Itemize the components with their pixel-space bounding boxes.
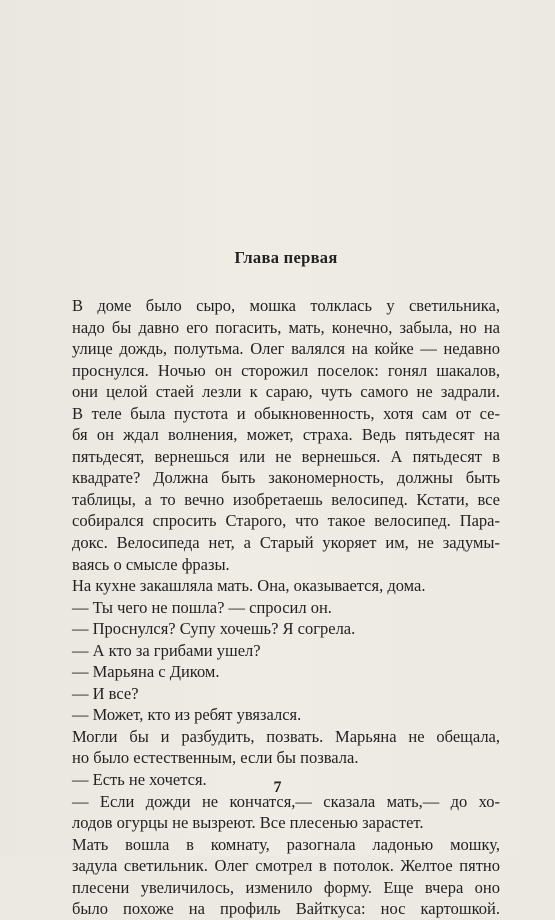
text-line: улице дождь, полутьма. Олег валялся на койке — недавно xyxy=(72,339,500,359)
text-line: было похоже на профиль Вайткуса: нос картошкой. xyxy=(72,899,500,919)
text-line: собирался спросить Старого, что такое велосипед. Пара- xyxy=(72,511,500,531)
text-line: они целой стаей лезли к сараю, чуть самого не задрали. xyxy=(72,382,500,402)
chapter-title: Глава первая xyxy=(234,248,338,267)
chapter-body xyxy=(72,295,500,920)
text-line: ваясь о смысле фразы. xyxy=(72,554,230,574)
text-line: — Может, кто из ребят увязался. xyxy=(72,705,302,725)
text-line: Мать вошла в комнату, разогнала ладонью мошку, xyxy=(72,834,500,854)
text-line: но было естественным, если бы позвала. xyxy=(72,748,359,768)
text-line: — Ты чего не пошла? — спросил он. xyxy=(72,597,332,617)
text-line: лодов огурцы не вызреют. Все плесенью зарастет. xyxy=(72,813,424,833)
text-line: В доме было сыро, мошка толклась у светильника, xyxy=(72,296,500,315)
text-line: — Есть не хочется. xyxy=(72,770,207,790)
text-line: Могли бы и разбудить, позвать. Марьяна не обещала, xyxy=(72,726,500,746)
text-line: бя он ждал волнения, может, страха. Ведь пятьдесят на xyxy=(72,425,500,445)
text-line: плесени увеличилось, изменило форму. Еще вчера оно xyxy=(72,877,500,897)
text-line: проснулся. Ночью он сторожил поселок: гонял шакалов, xyxy=(72,360,500,380)
text-line: В теле была пустота и обыкновенность, хотя сам от се- xyxy=(72,403,500,423)
text-line: — А кто за грибами ушел? xyxy=(72,640,261,660)
text-line: квадрате? Должна быть закономерность, должны быть xyxy=(72,468,500,488)
page-number: 7 xyxy=(273,779,282,796)
text-line: — Марьяна с Диком. xyxy=(72,662,220,682)
text-line: — Проснулся? Супу хочешь? Я согрела. xyxy=(72,619,356,639)
text-line: пятьдесят, вернешься или не вернешься. А пятьдесят в xyxy=(72,446,500,466)
text-line: надо бы давно его погасить, мать, конечно, забыла, но на xyxy=(72,317,500,337)
text-line: На кухне закашляла мать. Она, оказывается, дома. xyxy=(72,576,426,596)
text-line: задула светильник. Олег смотрел в потолок. Желтое пятно xyxy=(72,856,500,876)
text-line: докс. Велосипеда нет, а Старый укоряет им, не задумы- xyxy=(72,533,500,553)
text-line: — Если дожди не кончатся,— сказала мать,— до хо- xyxy=(72,791,500,811)
text-line: таблицы, а то вечно изобретаешь велосипед. Кстати, все xyxy=(72,489,500,509)
text-line: — И все? xyxy=(72,683,139,703)
text-block xyxy=(72,247,500,920)
